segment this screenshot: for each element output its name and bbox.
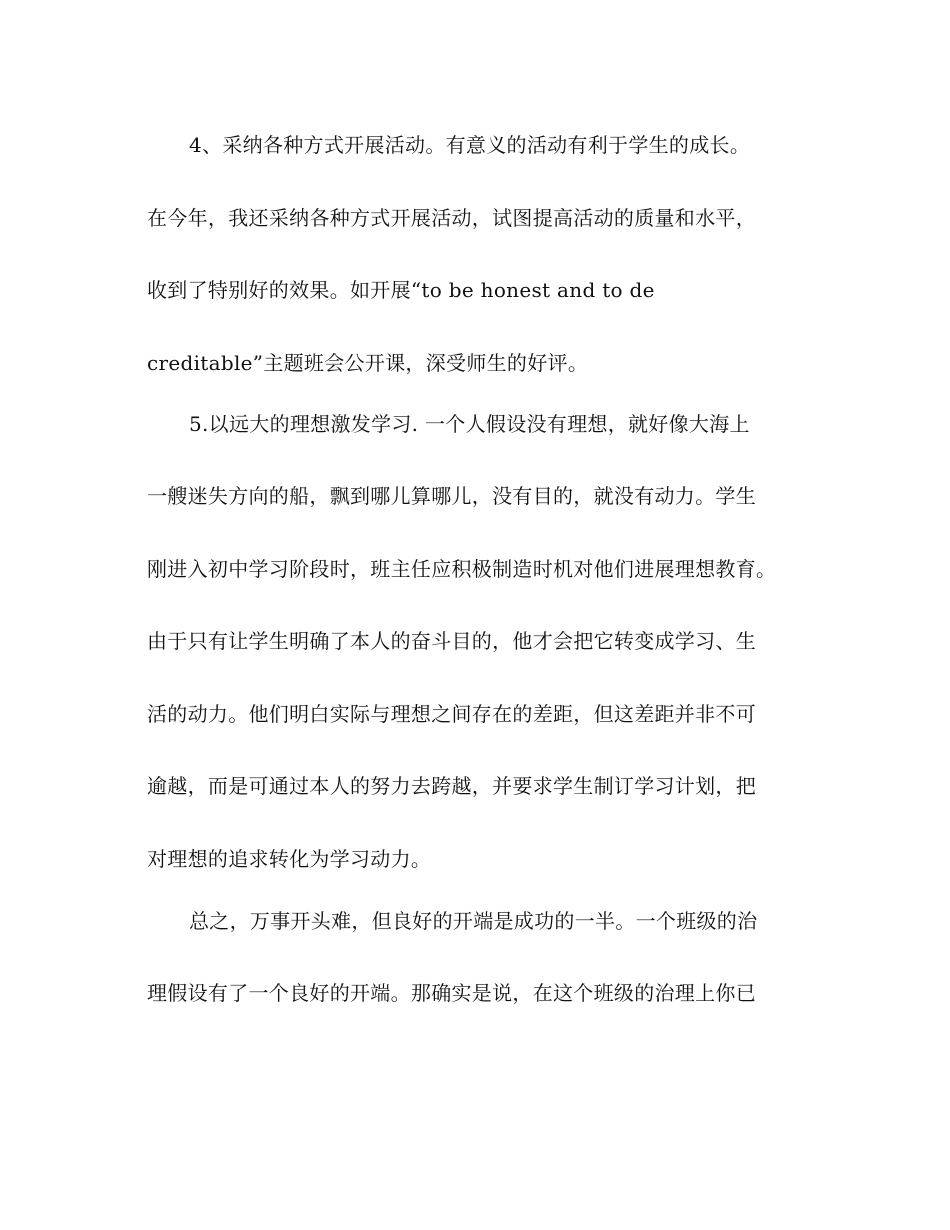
- paragraph-line: 对理想的追求转化为学习动力。: [147, 847, 432, 871]
- paragraph-line: creditable”主题班会公开课，深受师生的好评。: [147, 351, 589, 375]
- paragraph-line: 刚进入初中学习阶段时，班主任应积极制造时机对他们进展理想教育。: [147, 557, 777, 581]
- paragraph-line: 5.以远大的理想激发学习. 一个人假设没有理想，就好像大海上: [189, 412, 750, 436]
- paragraph-line: 在今年，我还采纳各种方式开展活动，试图提高活动的质量和水平，: [147, 206, 756, 230]
- paragraph-line: 理假设有了一个良好的开端。那确实是说，在这个班级的治理上你已: [147, 981, 756, 1005]
- paragraph-line: 活的动力。他们明白实际与理想之间存在的差距，但这差距并非不可: [147, 702, 756, 726]
- paragraph-line: 一艘迷失方向的船，飘到哪儿算哪儿，没有目的，就没有动力。学生: [147, 484, 756, 508]
- paragraph-line: 收到了特别好的效果。如开展“to be honest and to de: [147, 278, 655, 302]
- paragraph-line: 逾越，而是可通过本人的努力去跨越，并要求学生制订学习计划，把: [147, 774, 756, 798]
- paragraph-line: 由于只有让学生明确了本人的奋斗目的，他才会把它转变成学习、生: [147, 629, 756, 653]
- paragraph-line: 总之，万事开头难，但良好的开端是成功的一半。一个班级的治: [189, 909, 758, 933]
- paragraph-line: 4、采纳各种方式开展活动。有意义的活动有利于学生的成长。: [189, 133, 751, 157]
